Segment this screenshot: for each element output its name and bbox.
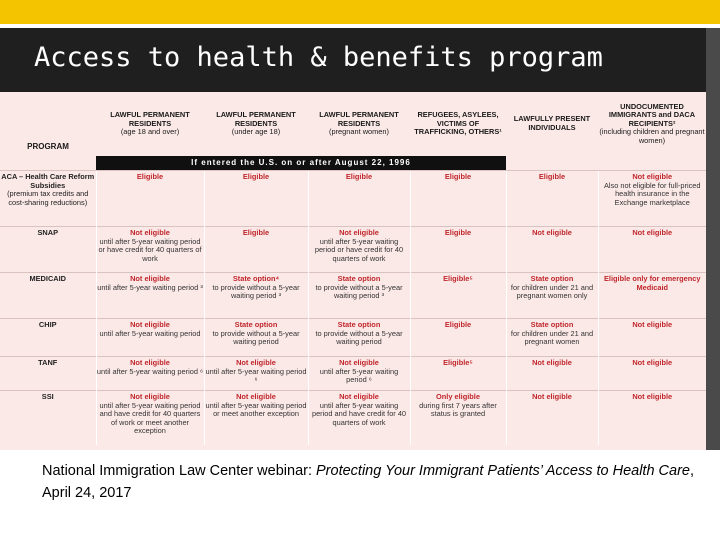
eligibility-detail: until after 5-year waiting period ⁶ [205,366,307,385]
program-column-header: PROGRAM [27,142,69,152]
eligibility-status: Not eligible [130,320,170,329]
column-header: LAWFULLY PRESENT INDIVIDUALS [513,114,591,132]
eligibility-detail: to provide without a 5-year waiting period [315,328,403,347]
benefits-table-container [0,92,706,450]
eligibility-status: Not eligible [632,320,673,329]
eligibility-cell [204,273,308,319]
program-name: CHIP [38,320,57,329]
program-name-cell [0,227,96,273]
eligibility-status: Not eligible [339,358,379,367]
eligibility-cell [308,357,410,391]
eligibility-detail: for children under 21 and pregnant women only [510,282,594,301]
program-name-cell [0,171,96,227]
eligibility-status: Not eligible [130,274,170,283]
eligibility-detail: until after 5-year waiting period ³ [97,282,203,292]
eligibility-cell [506,273,598,319]
eligibility-cell [96,357,204,391]
program-name: TANF [38,358,58,367]
eligibility-detail: until after 5-year waiting period ⁶ [319,366,399,385]
eligibility-status: Not eligible [532,358,572,367]
eligibility-cell [506,357,598,391]
eligibility-cell [598,227,706,273]
eligibility-status: Eligible [444,228,472,237]
eligibility-status: Not eligible [632,228,673,237]
table-row [0,391,706,445]
eligibility-cell [96,227,204,273]
title-bar [0,28,720,92]
eligibility-detail: for children under 21 and pregnant women [510,328,594,347]
program-subtitle: (premium tax credits and cost-sharing reductions) [7,189,89,207]
eligibility-detail: until after 5-year waiting period and have credit for 40 quarters of work or meet another exception [99,400,201,436]
eligibility-status: Eligible [538,172,566,181]
top-accent-bar [0,0,720,24]
eligibility-status: Eligible [136,172,164,181]
program-name-cell [0,273,96,319]
page-title: Access to health & benefits program [34,42,603,73]
eligibility-status: Not eligible [339,392,379,401]
eligibility-status: Not eligible [632,172,673,181]
eligibility-status: Not eligible [532,228,572,237]
column-header: REFUGEES, ASYLEES, VICTIMS OF TRAFFICKING, OTHERS¹ [414,110,502,137]
eligibility-status: State option [337,320,381,329]
source-caption [42,460,702,504]
column-header: LAWFUL PERMANENT RESIDENTS (age 18 and over) [110,110,190,137]
eligibility-status: Only eligible [436,392,480,401]
eligibility-cell [96,171,204,227]
program-name: ACA – Health Care Reform Subsidies [1,172,95,190]
table-body [0,171,706,445]
eligibility-detail: until after 5-year waiting period or meet another exception [205,400,307,419]
caption-date: , April 24, 2017 [42,463,695,501]
eligibility-cell [598,357,706,391]
eligibility-status: Not eligible [236,392,276,401]
eligibility-cell [506,171,598,227]
entered-date-band: If entered the U.S. on or after August 22, 1996 [96,156,506,171]
eligibility-status: Not eligible [532,392,572,401]
eligibility-cell [308,171,410,227]
eligibility-status: Not eligible [339,228,379,237]
program-name: MEDICAID [29,274,67,283]
eligibility-cell [308,273,410,319]
eligibility-cell [598,273,706,319]
eligibility-detail: until after 5-year waiting period ⁶ [96,366,204,376]
eligibility-cell [204,227,308,273]
eligibility-detail: until after 5-year waiting period or have credit for 40 quarters of work [314,236,404,263]
eligibility-cell [308,227,410,273]
eligibility-detail: until after 5-year waiting period and have credit for 40 quarters of work [311,400,407,427]
eligibility-cell [506,319,598,357]
program-name-cell [0,391,96,445]
program-name: SSI [41,392,54,401]
table-row [0,227,706,273]
eligibility-cell [598,319,706,357]
eligibility-status: Not eligible [130,392,170,401]
eligibility-status: State option [530,320,574,329]
eligibility-status: State option [337,274,381,283]
eligibility-cell [410,273,506,319]
eligibility-status: State option [234,320,278,329]
eligibility-cell [204,357,308,391]
eligibility-status: Eligible⁵ [443,358,473,367]
caption-title: Protecting Your Immigrant Patients’ Access to Health Care [316,463,690,479]
benefits-table [0,92,706,445]
program-name: SNAP [37,228,59,237]
eligibility-cell [204,391,308,445]
eligibility-status: Eligible [242,172,270,181]
eligibility-detail: until after 5-year waiting period [99,328,201,338]
eligibility-detail: to provide without a 5-year waiting period [212,328,300,347]
table-row [0,319,706,357]
eligibility-detail: to provide without a 5-year waiting period ³ [212,282,300,301]
eligibility-cell [308,391,410,445]
column-header: LAWFUL PERMANENT RESIDENTS (pregnant women) [319,110,399,137]
eligibility-status: State option [530,274,574,283]
eligibility-cell [96,273,204,319]
right-edge-strip [706,28,720,450]
eligibility-detail: until after 5-year waiting period or have credit for 40 quarters of work [98,236,202,263]
eligibility-status: Eligible [345,172,373,181]
eligibility-status: State option⁴ [232,274,280,283]
eligibility-cell [506,391,598,445]
eligibility-cell [598,171,706,227]
eligibility-status: Eligible only for emergency Medicaid [603,274,701,292]
eligibility-cell [308,319,410,357]
program-name-cell [0,357,96,391]
eligibility-cell [598,391,706,445]
column-header: LAWFUL PERMANENT RESIDENTS (under age 18) [216,110,296,137]
eligibility-status: Not eligible [130,358,170,367]
eligibility-cell [410,391,506,445]
eligibility-cell [410,227,506,273]
eligibility-cell [410,319,506,357]
eligibility-detail: during first 7 years after status is granted [419,400,497,419]
eligibility-cell [96,391,204,445]
eligibility-status: Not eligible [632,358,673,367]
eligibility-cell [506,227,598,273]
eligibility-detail: to provide without a 5-year waiting period ³ [315,282,403,301]
eligibility-status: Not eligible [130,228,170,237]
caption-prefix: National Immigration Law Center webinar: [42,463,317,479]
eligibility-status: Eligible [242,228,270,237]
eligibility-cell [204,171,308,227]
eligibility-status: Eligible [444,320,472,329]
eligibility-status: Not eligible [236,358,276,367]
eligibility-detail: Also not eligible for full-priced health insurance in the Exchange marketplace [603,180,701,207]
column-header: UNDOCUMENTED IMMIGRANTS and DACA RECIPIENTS² (including children and pregnant women) [599,101,705,145]
eligibility-cell [204,319,308,357]
eligibility-cell [410,357,506,391]
eligibility-status: Eligible [444,172,472,181]
entered-band-spacer [506,156,706,171]
entered-band-spacer [0,156,96,171]
table-row [0,357,706,391]
program-name-cell [0,319,96,357]
eligibility-cell [410,171,506,227]
eligibility-cell [96,319,204,357]
table-row [0,171,706,227]
table-row [0,273,706,319]
eligibility-status: Not eligible [632,392,673,401]
eligibility-status: Eligible⁵ [443,274,473,283]
